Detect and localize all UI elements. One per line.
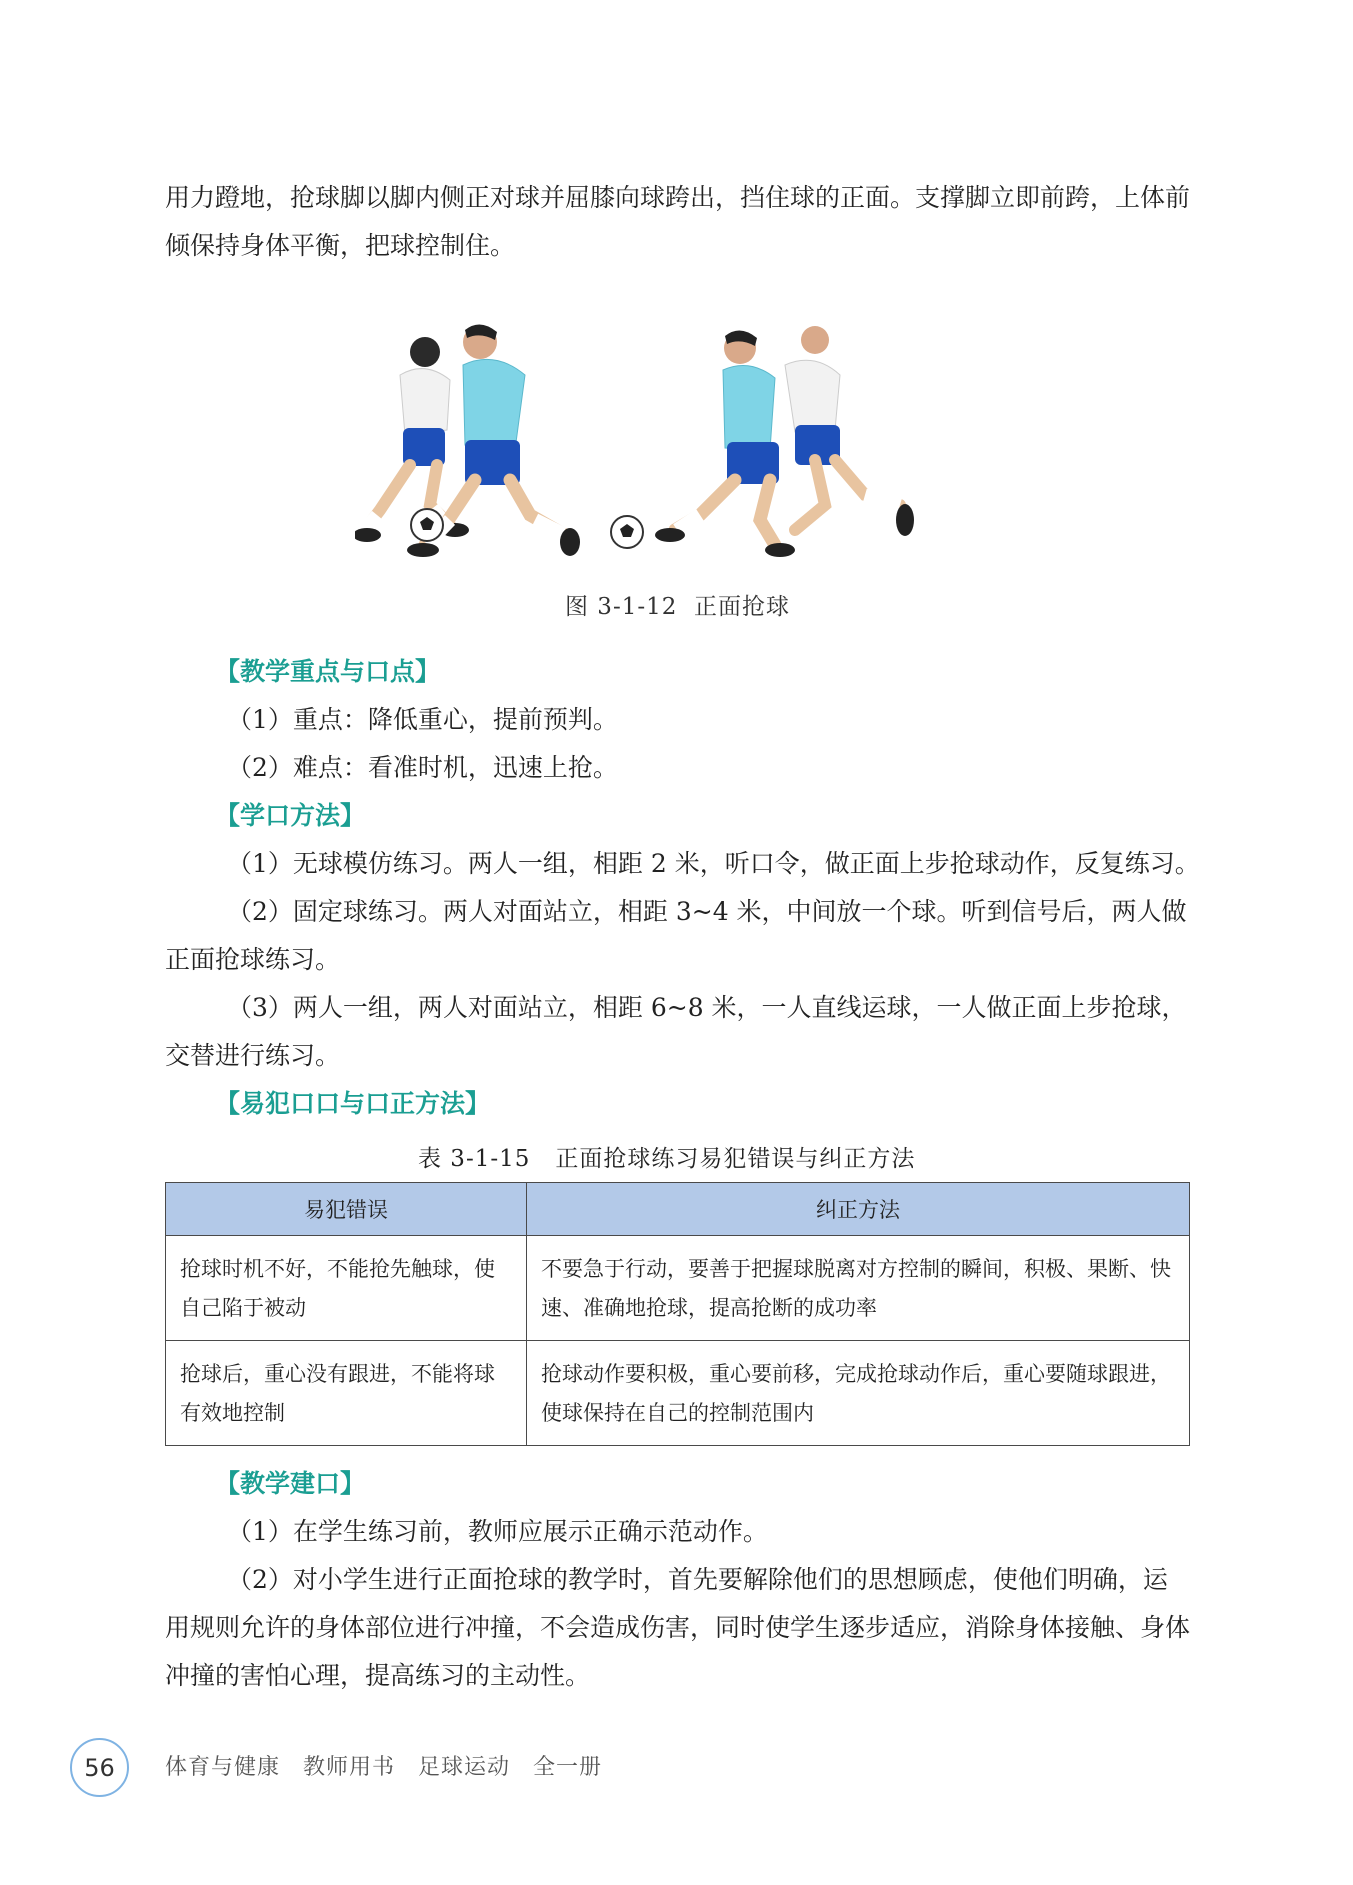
method-item: （3）两人一组，两人对面站立，相距 6~8 米，一人直线运球，一人做正面上步抢球，交替进行练习。 [165, 993, 1187, 1070]
table-header-row [166, 1183, 1190, 1236]
figure-caption [565, 588, 790, 621]
table-caption [418, 1140, 915, 1173]
error-cell: 抢球后，重心没有跟进，不能将球有效地控制 [166, 1341, 527, 1446]
suggestion-item: （1）在学生练习前，教师应展示正确示范动作。 [227, 1517, 768, 1546]
section-heading-errors: 【易犯口口与口正方法】 [215, 1089, 491, 1118]
figure-title: 正面抢球 [694, 594, 791, 620]
column-header-corrections: 纠正方法 [527, 1183, 1190, 1236]
figure-number: 图 3-1-12 [565, 594, 678, 620]
page-number: 56 [70, 1738, 129, 1797]
section-heading-methods: 【学口方法】 [215, 801, 366, 830]
intro-paragraph: 用力蹬地，抢球脚以脚内侧正对球并屈膝向球跨出，挡住球的正面。支撑脚立即前跨，上体前倾保持身体平衡，把球控制住。 [165, 183, 1191, 260]
key-point-item: （1）重点：降低重心，提前预判。 [227, 705, 618, 734]
errors-table [165, 1182, 1190, 1446]
suggestion-item: （2）对小学生进行正面抢球的教学时，首先要解除他们的思想顾虑，使他们明确，运用规则允许的身体部位进行冲撞，不会造成伤害，同时使学生逐步适应，消除身体接触、身体冲撞的害怕心理，提高练习的主动性。 [165, 1565, 1191, 1690]
correction-cell: 不要急于行动，要善于把握球脱离对方控制的瞬间，积极、果断、快速、准确地抢球，提高抢断的成功率 [527, 1236, 1190, 1341]
table-row [166, 1341, 1190, 1446]
table-row [166, 1236, 1190, 1341]
method-item: （1）无球模仿练习。两人一组，相距 2 米，听口令，做正面上步抢球动作，反复练习。 [227, 849, 1200, 878]
section-heading-key-points: 【教学重点与口点】 [215, 657, 441, 686]
table-title: 正面抢球练习易犯错误与纠正方法 [555, 1146, 916, 1172]
player-blue-right [655, 330, 795, 557]
correction-cell: 抢球动作要积极，重心要前移，完成抢球动作后，重心要随球跟进，使球保持在自己的控制范围内 [527, 1341, 1190, 1446]
book-info: 体育与健康 教师用书 足球运动 全一册 [165, 1755, 603, 1780]
column-header-errors: 易犯错误 [166, 1183, 527, 1236]
method-item: （2）固定球练习。两人对面站立，相距 3~4 米，中间放一个球。听到信号后，两人做正面抢球练习。 [165, 897, 1187, 974]
section-heading-suggestions: 【教学建口】 [215, 1469, 366, 1498]
ball-middle [611, 516, 643, 548]
figure-photo [355, 320, 1005, 570]
error-cell: 抢球时机不好，不能抢先触球，使自己陷于被动 [166, 1236, 527, 1341]
player-white-right [785, 326, 914, 536]
ball-left [411, 509, 443, 541]
table-number: 表 3-1-15 [418, 1146, 531, 1172]
difficulty-item: （2）难点：看准时机，迅速上抢。 [227, 753, 618, 782]
